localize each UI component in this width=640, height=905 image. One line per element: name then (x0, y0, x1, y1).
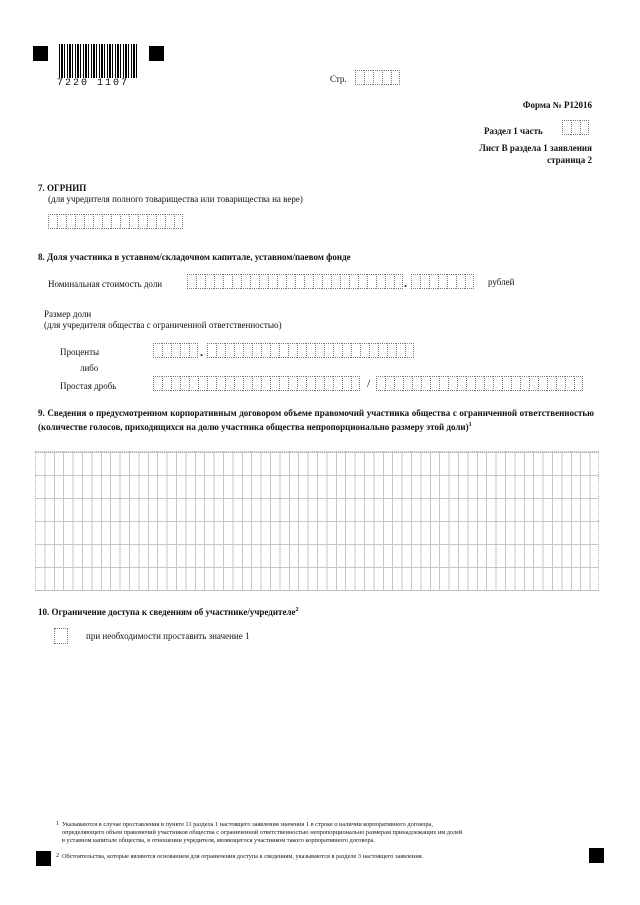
section-9-title (38, 408, 594, 433)
corner-marker-bottom-left (36, 851, 51, 866)
fraction-slash: / (367, 376, 371, 390)
section-10-title-text: 10. Ограничение доступа к сведениям об участнике/учредителе (38, 607, 296, 617)
nominal-kopeck-cells[interactable] (411, 274, 474, 289)
barcode-number: 7220 1107 (57, 78, 130, 89)
corner-marker-top-right (149, 46, 164, 61)
or-label: либо (80, 363, 99, 373)
fraction-denominator-cells[interactable] (376, 376, 583, 391)
nominal-value-cells[interactable] (187, 274, 403, 289)
section-9-title-text: 9. Сведения о предусмотренном корпоративным договором объеме правомочий участника общества с ограниченной ответственностью (количестве голосов, приходящихся на долю участника общества непропорционально размеру этой доли) (38, 408, 594, 432)
share-size-note: (для учредителя общества с ограниченной ответственностью) (44, 320, 282, 330)
barcode (59, 44, 139, 78)
section-part-label: Раздел 1 часть (484, 126, 543, 136)
section-7-title: 7. ОГРНИП (38, 183, 87, 193)
corner-marker-top-left (33, 46, 48, 61)
page-label: Стр. (330, 74, 347, 84)
footnote-1-number: 1 (56, 821, 59, 827)
fraction-numerator-cells[interactable] (153, 376, 360, 391)
percent-label: Проценты (60, 347, 100, 357)
footnote-1 (56, 821, 594, 845)
form-number: Форма № Р12016 (522, 100, 592, 110)
page-sub-label: страница 2 (547, 155, 592, 165)
sheet-label: Лист В раздела 1 заявления (479, 143, 592, 153)
ogrnip-cells[interactable] (48, 214, 183, 229)
footnote-1-line1: Указываются в случае проставления в пункте 11 раздела 1 настоящего заявления значения 1 в строке о наличии корпоративного договора, (62, 821, 433, 828)
footnote-2-number: 2 (56, 853, 59, 859)
rubles-label: рублей (488, 277, 515, 287)
restriction-hint: при необходимости проставить значение 1 (86, 631, 250, 641)
fraction-label: Простая дробь (60, 381, 117, 391)
percent-dot: . (200, 345, 203, 359)
page-number-cells[interactable] (355, 70, 400, 85)
section-7-subtitle: (для учредителя полного товарищества или товарищества на вере) (48, 194, 303, 204)
footnote-2-text: Обстоятельства, которые являются основанием для ограничения доступа к сведениям, указываются в разделе 3 настоящего заявления. (62, 853, 424, 860)
corporate-agreement-grid[interactable] (35, 451, 599, 591)
nominal-value-label: Номинальная стоимость доли (48, 279, 163, 289)
footnote-ref-1: 1 (468, 421, 472, 428)
footnote-1-line2: определяющего объем правомочий участников общества с ограниченной ответственностью непропорционально размерам принадлежащих им долей (62, 829, 463, 836)
part-cells[interactable] (562, 120, 589, 135)
share-size-label: Размер доли (44, 309, 92, 319)
footnote-1-line3: в уставном капитале общества, в отношении учредителя, являющегося участником такого корпоративного договора. (62, 837, 376, 844)
footnote-2 (56, 853, 594, 861)
restriction-cell[interactable] (54, 628, 68, 644)
percent-integer-cells[interactable] (153, 343, 198, 358)
footnote-ref-2: 2 (295, 607, 299, 613)
section-10-title (38, 607, 299, 617)
section-8-title: 8. Доля участника в уставном/складочном капитале, уставном/паевом фонде (38, 252, 351, 262)
nominal-dot: . (404, 276, 407, 290)
percent-fraction-cells[interactable] (207, 343, 414, 358)
